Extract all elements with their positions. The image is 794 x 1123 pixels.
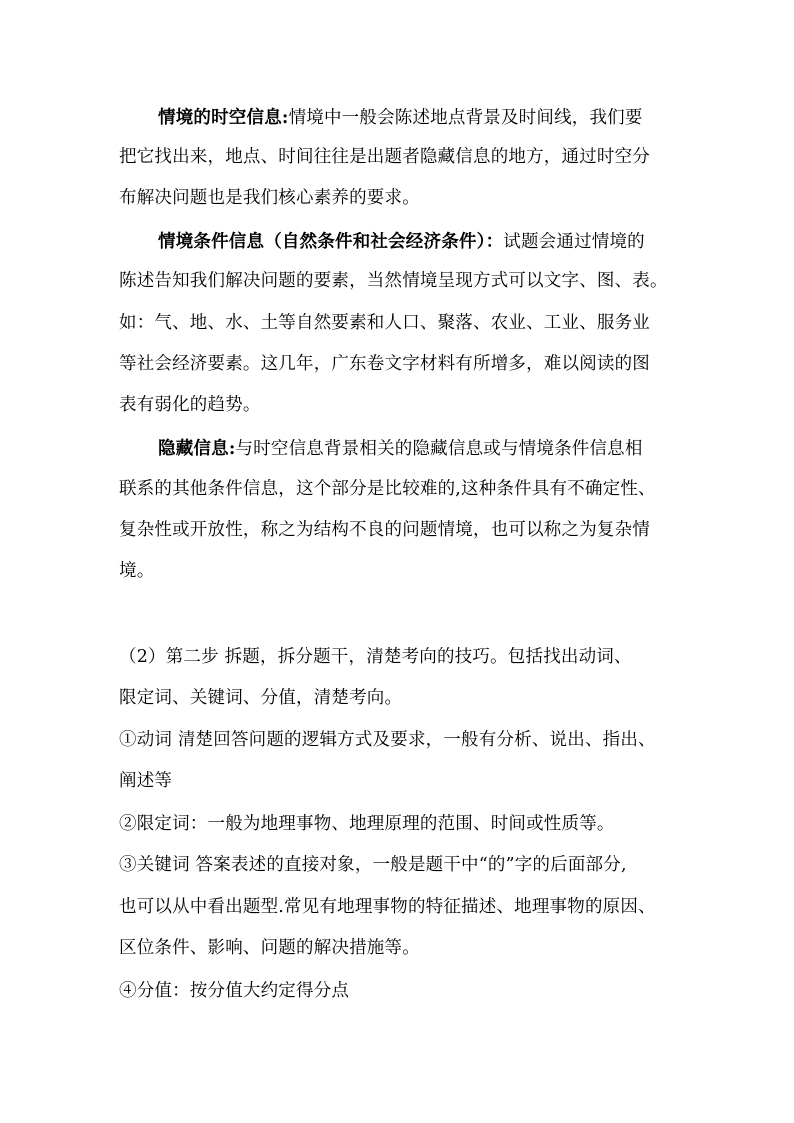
item-score-line-1: ④分值：按分值大约定得分点	[119, 981, 350, 1001]
paragraph-conditions-line-3: 如：气、地、水、土等自然要素和人口、聚落、农业、工业、服务业	[119, 313, 650, 333]
text: 试题会通过情境的	[503, 232, 645, 252]
heading-separator: :	[281, 108, 289, 128]
item-verb-line-2: 阐述等	[119, 771, 173, 791]
paragraph-conditions-line-1	[158, 230, 691, 254]
paragraph-hidden-line-4: 境。	[119, 561, 155, 581]
heading-conditions: 情境条件信息（自然条件和社会经济条件）	[158, 232, 486, 252]
paragraph-spatiotemporal-line-1	[158, 106, 691, 130]
paragraph-spatiotemporal-line-3: 布解决问题也是我们核心素养的要求。	[119, 188, 420, 208]
item-qualifier-line-1: ②限定词：一般为地理事物、地理原理的范围、时间或性质等。	[119, 814, 615, 834]
paragraph-conditions-line-2: 陈述告知我们解决问题的要素，当然情境呈现方式可以文字、图、表。	[119, 271, 668, 291]
heading-spatiotemporal: 情境的时空信息	[158, 108, 282, 128]
paragraph-spatiotemporal-line-2: 把它找出来，地点、时间往往是出题者隐藏信息的地方，通过时空分	[119, 147, 650, 167]
text: 情境中一般会陈述地点背景及时间线，我们要	[288, 108, 643, 128]
heading-separator: ：	[485, 232, 504, 252]
paragraph-conditions-line-5: 表有弱化的趋势。	[119, 395, 261, 415]
item-keyword-line-3: 区位条件、影响、问题的解决措施等。	[119, 938, 420, 958]
item-keyword-line-1: ③关键词 答案表述的直接对象，一般是题干中“的”字的后面部分,	[119, 855, 627, 875]
paragraph-hidden-line-1	[158, 437, 691, 461]
text: 与时空信息背景相关的隐藏信息或与情境条件信息相	[235, 439, 643, 459]
paragraph-hidden-line-3: 复杂性或开放性，称之为结构不良的问题情境，也可以称之为复杂情	[119, 520, 650, 540]
item-keyword-line-2: 也可以从中看出题型.常见有地理事物的特征描述、地理事物的原因、	[119, 897, 656, 917]
item-verb-line-1: ①动词 清楚回答问题的逻辑方式及要求，一般有分析、说出、指出、	[119, 730, 656, 750]
paragraph-hidden-line-2: 联系的其他条件信息，这个部分是比较难的,这种条件具有不确定性、	[119, 479, 656, 499]
paragraph-conditions-line-4: 等社会经济要素。这几年，广东卷文字材料有所增多，难以阅读的图	[119, 354, 650, 374]
step-two-intro-line-2: 限定词、关键词、分值，清楚考向。	[119, 688, 403, 708]
heading-separator: :	[228, 439, 236, 459]
step-two-intro-line-1: （2）第二步 拆题，拆分题干，清楚考向的技巧。包括找出动词、	[119, 647, 632, 667]
heading-hidden: 隐藏信息	[158, 439, 229, 459]
